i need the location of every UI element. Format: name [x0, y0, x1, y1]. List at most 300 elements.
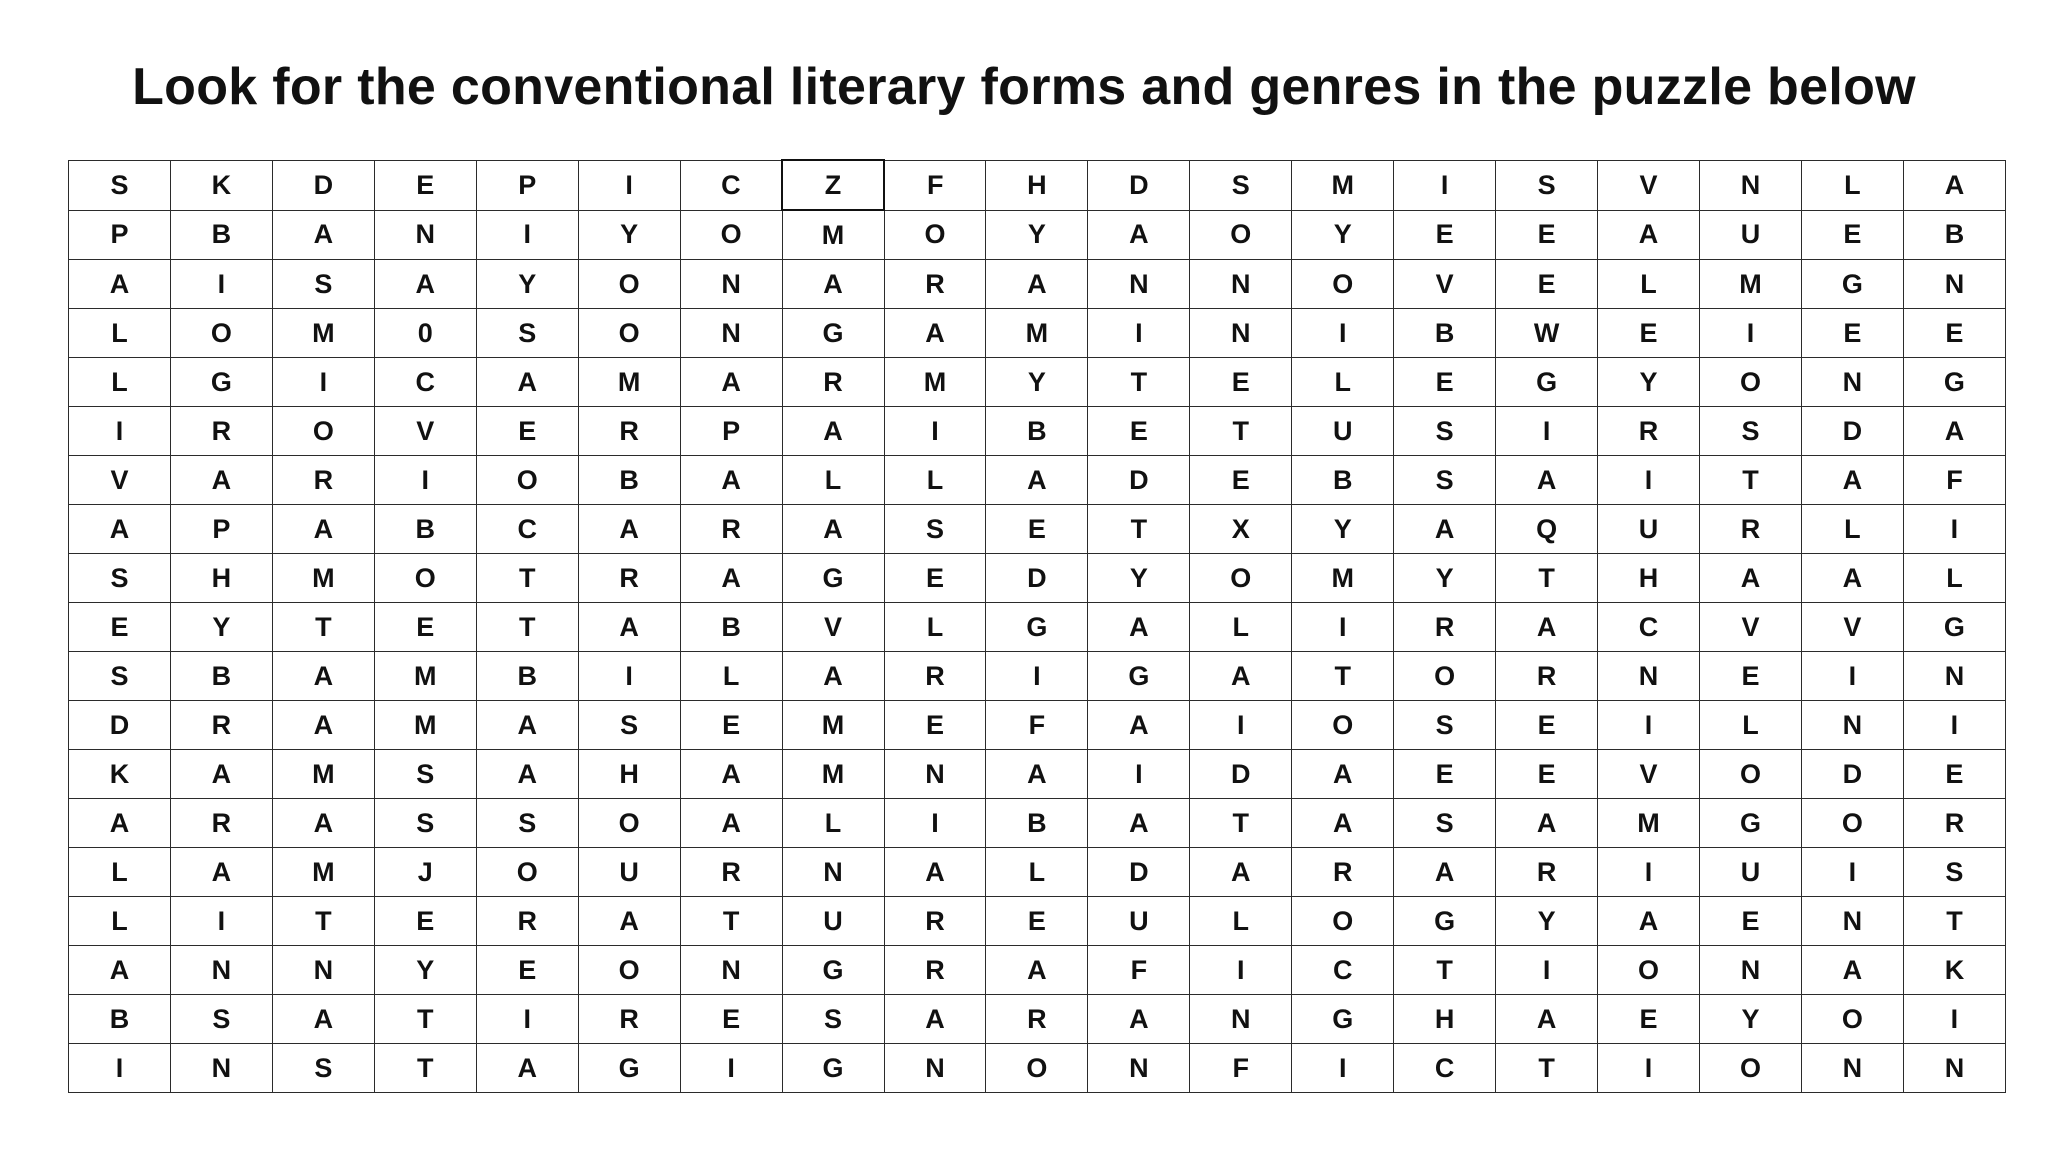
letter-cell[interactable]: L — [69, 897, 171, 946]
letter-cell[interactable]: U — [1088, 897, 1190, 946]
letter-cell[interactable]: T — [1700, 456, 1802, 505]
letter-cell[interactable]: S — [782, 995, 884, 1044]
letter-cell[interactable]: A — [1190, 848, 1292, 897]
letter-cell[interactable]: O — [578, 309, 680, 358]
letter-cell[interactable]: O — [578, 946, 680, 995]
letter-cell[interactable]: A — [170, 848, 272, 897]
letter-cell[interactable]: A — [374, 260, 476, 309]
letter-cell[interactable]: O — [476, 456, 578, 505]
letter-cell[interactable]: E — [476, 407, 578, 456]
letter-cell[interactable]: S — [69, 160, 171, 210]
letter-cell[interactable]: O — [1292, 260, 1394, 309]
letter-cell[interactable]: A — [1088, 701, 1190, 750]
letter-cell[interactable]: A — [986, 946, 1088, 995]
letter-cell[interactable]: I — [374, 456, 476, 505]
letter-cell[interactable]: A — [782, 652, 884, 701]
letter-cell[interactable]: Y — [1700, 995, 1802, 1044]
letter-cell[interactable]: A — [578, 505, 680, 554]
letter-cell[interactable]: I — [1598, 1044, 1700, 1093]
letter-cell[interactable]: E — [1801, 309, 1903, 358]
letter-cell[interactable]: A — [884, 995, 986, 1044]
letter-cell[interactable]: A — [1088, 995, 1190, 1044]
letter-cell[interactable]: E — [1394, 358, 1496, 407]
letter-cell[interactable]: I — [1394, 160, 1496, 210]
letter-cell[interactable]: O — [578, 799, 680, 848]
letter-cell[interactable]: I — [170, 260, 272, 309]
letter-cell[interactable]: I — [1598, 701, 1700, 750]
letter-cell[interactable]: B — [1394, 309, 1496, 358]
letter-cell[interactable]: 0 — [374, 309, 476, 358]
letter-cell[interactable]: K — [1903, 946, 2005, 995]
letter-cell[interactable]: A — [680, 750, 782, 799]
letter-cell[interactable]: S — [476, 309, 578, 358]
letter-cell[interactable]: O — [476, 848, 578, 897]
letter-cell[interactable]: O — [1700, 1044, 1802, 1093]
letter-cell[interactable]: A — [782, 505, 884, 554]
letter-cell[interactable]: O — [1598, 946, 1700, 995]
letter-cell[interactable]: A — [1496, 995, 1598, 1044]
letter-cell[interactable]: R — [1292, 848, 1394, 897]
letter-cell[interactable]: R — [782, 358, 884, 407]
letter-cell[interactable]: S — [1394, 799, 1496, 848]
letter-cell[interactable]: R — [170, 799, 272, 848]
letter-cell[interactable]: O — [1801, 995, 1903, 1044]
letter-cell[interactable]: Y — [374, 946, 476, 995]
letter-cell[interactable]: U — [782, 897, 884, 946]
letter-cell[interactable]: D — [69, 701, 171, 750]
letter-cell[interactable]: M — [1292, 160, 1394, 210]
letter-cell[interactable]: A — [1394, 505, 1496, 554]
letter-cell[interactable]: E — [1394, 210, 1496, 260]
letter-cell[interactable]: T — [1496, 554, 1598, 603]
letter-cell[interactable]: A — [680, 358, 782, 407]
letter-cell[interactable]: A — [69, 946, 171, 995]
letter-cell[interactable]: E — [680, 701, 782, 750]
letter-cell[interactable]: A — [1088, 799, 1190, 848]
letter-cell[interactable]: S — [1903, 848, 2005, 897]
letter-cell[interactable]: M — [272, 309, 374, 358]
letter-cell[interactable]: L — [69, 848, 171, 897]
letter-cell[interactable]: E — [680, 995, 782, 1044]
letter-cell[interactable]: E — [476, 946, 578, 995]
letter-cell[interactable]: S — [272, 260, 374, 309]
letter-cell[interactable]: C — [374, 358, 476, 407]
letter-cell[interactable]: E — [884, 701, 986, 750]
letter-cell[interactable]: G — [782, 554, 884, 603]
letter-cell[interactable]: R — [272, 456, 374, 505]
letter-cell[interactable]: O — [884, 210, 986, 260]
letter-cell[interactable]: E — [1496, 701, 1598, 750]
letter-cell[interactable]: A — [986, 750, 1088, 799]
letter-cell[interactable]: O — [1801, 799, 1903, 848]
letter-cell[interactable]: T — [1903, 897, 2005, 946]
letter-cell[interactable]: L — [1801, 505, 1903, 554]
letter-cell[interactable]: L — [1903, 554, 2005, 603]
letter-cell[interactable]: S — [69, 652, 171, 701]
letter-cell[interactable]: R — [884, 897, 986, 946]
letter-cell[interactable]: O — [1292, 897, 1394, 946]
letter-cell[interactable]: E — [1088, 407, 1190, 456]
letter-cell[interactable]: H — [578, 750, 680, 799]
letter-cell[interactable]: G — [782, 946, 884, 995]
letter-cell[interactable]: V — [1700, 603, 1802, 652]
letter-cell[interactable]: D — [1088, 160, 1190, 210]
letter-cell[interactable]: O — [1700, 750, 1802, 799]
letter-cell[interactable]: R — [1903, 799, 2005, 848]
letter-cell[interactable]: L — [986, 848, 1088, 897]
letter-cell[interactable]: O — [680, 210, 782, 260]
letter-cell[interactable]: B — [1292, 456, 1394, 505]
letter-cell[interactable]: R — [1598, 407, 1700, 456]
letter-cell[interactable]: E — [1496, 260, 1598, 309]
letter-cell[interactable]: I — [1700, 309, 1802, 358]
letter-cell[interactable]: T — [680, 897, 782, 946]
letter-cell[interactable]: I — [1292, 603, 1394, 652]
letter-cell[interactable]: A — [1903, 160, 2005, 210]
letter-cell[interactable]: F — [884, 160, 986, 210]
letter-cell[interactable]: I — [1903, 701, 2005, 750]
letter-cell[interactable]: A — [476, 750, 578, 799]
letter-cell[interactable]: R — [170, 701, 272, 750]
letter-cell[interactable]: M — [272, 848, 374, 897]
letter-cell[interactable]: M — [782, 701, 884, 750]
letter-cell[interactable]: N — [884, 750, 986, 799]
letter-cell[interactable]: N — [170, 1044, 272, 1093]
letter-cell[interactable]: G — [1801, 260, 1903, 309]
letter-cell[interactable]: G — [1292, 995, 1394, 1044]
letter-cell[interactable]: Y — [1598, 358, 1700, 407]
letter-cell[interactable]: A — [884, 309, 986, 358]
letter-cell[interactable]: G — [1903, 603, 2005, 652]
letter-cell[interactable]: C — [1394, 1044, 1496, 1093]
letter-cell[interactable]: A — [782, 260, 884, 309]
letter-cell[interactable]: N — [1801, 358, 1903, 407]
letter-cell[interactable]: I — [69, 1044, 171, 1093]
letter-cell[interactable]: N — [272, 946, 374, 995]
letter-cell[interactable]: L — [1598, 260, 1700, 309]
letter-cell[interactable]: N — [1190, 260, 1292, 309]
letter-cell[interactable]: R — [1496, 652, 1598, 701]
letter-cell[interactable]: D — [1801, 750, 1903, 799]
letter-cell[interactable]: I — [1598, 456, 1700, 505]
letter-cell[interactable]: K — [69, 750, 171, 799]
letter-cell[interactable]: A — [680, 456, 782, 505]
letter-cell[interactable]: G — [782, 1044, 884, 1093]
letter-cell[interactable]: F — [986, 701, 1088, 750]
letter-cell[interactable]: N — [1903, 1044, 2005, 1093]
letter-cell[interactable]: M — [272, 554, 374, 603]
letter-cell[interactable]: A — [476, 358, 578, 407]
letter-cell[interactable]: R — [986, 995, 1088, 1044]
letter-cell[interactable]: C — [1598, 603, 1700, 652]
letter-cell[interactable]: R — [170, 407, 272, 456]
letter-cell[interactable]: S — [69, 554, 171, 603]
letter-cell[interactable]: B — [986, 407, 1088, 456]
letter-cell[interactable]: O — [1700, 358, 1802, 407]
letter-cell[interactable]: A — [782, 407, 884, 456]
letter-cell[interactable]: M — [578, 358, 680, 407]
letter-cell[interactable]: N — [884, 1044, 986, 1093]
letter-cell[interactable]: R — [884, 652, 986, 701]
letter-cell[interactable]: T — [1190, 799, 1292, 848]
letter-cell[interactable]: A — [1088, 603, 1190, 652]
letter-cell[interactable]: R — [578, 554, 680, 603]
letter-cell[interactable]: A — [884, 848, 986, 897]
letter-cell[interactable]: J — [374, 848, 476, 897]
letter-cell[interactable]: B — [170, 652, 272, 701]
letter-cell[interactable]: T — [272, 897, 374, 946]
letter-cell[interactable]: T — [476, 554, 578, 603]
letter-cell[interactable]: A — [1496, 603, 1598, 652]
letter-cell[interactable]: I — [884, 407, 986, 456]
letter-cell[interactable]: L — [782, 456, 884, 505]
letter-cell[interactable]: I — [1190, 701, 1292, 750]
letter-cell[interactable]: H — [170, 554, 272, 603]
letter-cell[interactable]: R — [578, 995, 680, 1044]
letter-cell[interactable]: D — [1190, 750, 1292, 799]
letter-cell[interactable]: N — [1700, 160, 1802, 210]
letter-cell[interactable]: L — [1190, 897, 1292, 946]
letter-cell[interactable]: G — [1700, 799, 1802, 848]
letter-cell[interactable]: B — [476, 652, 578, 701]
letter-cell[interactable]: M — [374, 652, 476, 701]
letter-cell[interactable]: B — [170, 210, 272, 260]
letter-cell[interactable]: E — [374, 160, 476, 210]
letter-cell[interactable]: N — [680, 309, 782, 358]
letter-cell[interactable]: I — [1903, 505, 2005, 554]
letter-cell[interactable]: S — [1394, 456, 1496, 505]
letter-cell[interactable]: L — [884, 603, 986, 652]
letter-cell[interactable]: I — [1903, 995, 2005, 1044]
letter-cell[interactable]: I — [1598, 848, 1700, 897]
letter-cell[interactable]: S — [374, 799, 476, 848]
letter-cell[interactable]: E — [1190, 358, 1292, 407]
letter-cell[interactable]: B — [1903, 210, 2005, 260]
letter-cell[interactable]: V — [374, 407, 476, 456]
letter-cell[interactable]: I — [1088, 309, 1190, 358]
letter-cell[interactable]: C — [1292, 946, 1394, 995]
letter-cell[interactable]: O — [1292, 701, 1394, 750]
letter-cell[interactable]: P — [69, 210, 171, 260]
letter-cell[interactable]: K — [170, 160, 272, 210]
letter-cell[interactable]: B — [69, 995, 171, 1044]
letter-cell[interactable]: A — [69, 799, 171, 848]
letter-cell[interactable]: U — [578, 848, 680, 897]
letter-cell[interactable]: A — [1292, 750, 1394, 799]
letter-cell[interactable]: Y — [1394, 554, 1496, 603]
letter-cell[interactable]: A — [986, 260, 1088, 309]
letter-cell[interactable]: A — [578, 897, 680, 946]
letter-cell[interactable]: A — [170, 750, 272, 799]
letter-cell[interactable]: D — [272, 160, 374, 210]
letter-cell[interactable]: L — [1700, 701, 1802, 750]
letter-cell[interactable]: F — [1190, 1044, 1292, 1093]
letter-cell[interactable]: I — [1496, 407, 1598, 456]
letter-cell[interactable]: B — [986, 799, 1088, 848]
letter-cell[interactable]: S — [578, 701, 680, 750]
letter-cell[interactable]: I — [1801, 652, 1903, 701]
letter-cell[interactable]: A — [1801, 456, 1903, 505]
letter-cell[interactable]: M — [1292, 554, 1394, 603]
letter-cell[interactable]: A — [69, 260, 171, 309]
letter-cell[interactable]: Y — [476, 260, 578, 309]
letter-cell[interactable]: N — [1088, 1044, 1190, 1093]
letter-cell[interactable]: A — [272, 995, 374, 1044]
letter-cell[interactable]: N — [1801, 701, 1903, 750]
letter-cell[interactable]: V — [1394, 260, 1496, 309]
letter-cell[interactable]: X — [1190, 505, 1292, 554]
letter-cell[interactable]: W — [1496, 309, 1598, 358]
letter-cell[interactable]: B — [680, 603, 782, 652]
letter-cell[interactable]: P — [680, 407, 782, 456]
letter-cell[interactable]: M — [374, 701, 476, 750]
letter-cell[interactable]: E — [884, 554, 986, 603]
letter-cell[interactable]: I — [578, 652, 680, 701]
letter-cell[interactable]: E — [1801, 210, 1903, 260]
letter-cell[interactable]: O — [170, 309, 272, 358]
letter-cell[interactable]: R — [476, 897, 578, 946]
letter-cell[interactable]: S — [1394, 407, 1496, 456]
letter-cell[interactable]: C — [680, 160, 782, 210]
letter-cell[interactable]: A — [272, 701, 374, 750]
letter-cell[interactable]: R — [680, 505, 782, 554]
letter-cell[interactable]: I — [69, 407, 171, 456]
letter-cell[interactable]: T — [374, 1044, 476, 1093]
letter-cell[interactable]: E — [374, 603, 476, 652]
letter-cell[interactable]: A — [1292, 799, 1394, 848]
letter-cell[interactable]: M — [782, 750, 884, 799]
letter-cell[interactable]: O — [986, 1044, 1088, 1093]
letter-cell[interactable]: T — [1394, 946, 1496, 995]
letter-cell[interactable]: T — [374, 995, 476, 1044]
letter-cell[interactable]: M — [782, 210, 884, 260]
letter-cell[interactable]: A — [1088, 210, 1190, 260]
letter-cell[interactable]: E — [1700, 652, 1802, 701]
letter-cell[interactable]: L — [1292, 358, 1394, 407]
letter-cell[interactable]: A — [1801, 554, 1903, 603]
letter-cell[interactable]: T — [272, 603, 374, 652]
letter-cell[interactable]: A — [986, 456, 1088, 505]
letter-cell[interactable]: N — [1903, 260, 2005, 309]
letter-cell[interactable]: G — [1903, 358, 2005, 407]
letter-cell[interactable]: A — [272, 652, 374, 701]
letter-cell[interactable]: Y — [986, 358, 1088, 407]
letter-cell[interactable]: N — [782, 848, 884, 897]
letter-cell[interactable]: Q — [1496, 505, 1598, 554]
letter-cell[interactable]: D — [986, 554, 1088, 603]
letter-cell[interactable]: T — [476, 603, 578, 652]
letter-cell[interactable]: N — [170, 946, 272, 995]
letter-cell[interactable]: S — [1394, 701, 1496, 750]
letter-cell[interactable]: N — [1598, 652, 1700, 701]
letter-cell[interactable]: U — [1598, 505, 1700, 554]
letter-cell[interactable]: M — [1700, 260, 1802, 309]
letter-cell[interactable]: I — [272, 358, 374, 407]
letter-cell[interactable]: O — [1190, 554, 1292, 603]
letter-cell[interactable]: N — [1190, 309, 1292, 358]
letter-cell[interactable]: H — [986, 160, 1088, 210]
letter-cell[interactable]: E — [1496, 750, 1598, 799]
letter-cell[interactable]: L — [69, 358, 171, 407]
letter-cell[interactable]: Z — [782, 160, 884, 210]
letter-cell[interactable]: S — [170, 995, 272, 1044]
letter-cell[interactable]: A — [1903, 407, 2005, 456]
letter-cell[interactable]: S — [1496, 160, 1598, 210]
letter-cell[interactable]: N — [680, 946, 782, 995]
letter-cell[interactable]: S — [374, 750, 476, 799]
letter-cell[interactable]: P — [476, 160, 578, 210]
letter-cell[interactable]: R — [1394, 603, 1496, 652]
letter-cell[interactable]: A — [272, 210, 374, 260]
letter-cell[interactable]: F — [1088, 946, 1190, 995]
letter-cell[interactable]: N — [1801, 1044, 1903, 1093]
letter-cell[interactable]: N — [1190, 995, 1292, 1044]
letter-cell[interactable]: N — [1801, 897, 1903, 946]
letter-cell[interactable]: C — [476, 505, 578, 554]
letter-cell[interactable]: A — [1190, 652, 1292, 701]
letter-cell[interactable]: G — [1088, 652, 1190, 701]
letter-cell[interactable]: Y — [1088, 554, 1190, 603]
letter-cell[interactable]: L — [69, 309, 171, 358]
letter-cell[interactable]: B — [374, 505, 476, 554]
letter-cell[interactable]: E — [374, 897, 476, 946]
letter-cell[interactable]: T — [1190, 407, 1292, 456]
letter-cell[interactable]: Y — [986, 210, 1088, 260]
letter-cell[interactable]: S — [272, 1044, 374, 1093]
letter-cell[interactable]: O — [578, 260, 680, 309]
letter-cell[interactable]: E — [1700, 897, 1802, 946]
letter-cell[interactable]: I — [1190, 946, 1292, 995]
letter-cell[interactable]: G — [782, 309, 884, 358]
letter-cell[interactable]: R — [1496, 848, 1598, 897]
letter-cell[interactable]: N — [374, 210, 476, 260]
letter-cell[interactable]: V — [1801, 603, 1903, 652]
letter-cell[interactable]: E — [1496, 210, 1598, 260]
letter-cell[interactable]: M — [986, 309, 1088, 358]
letter-cell[interactable]: A — [1496, 456, 1598, 505]
letter-cell[interactable]: Y — [170, 603, 272, 652]
letter-cell[interactable]: L — [782, 799, 884, 848]
letter-cell[interactable]: Y — [1496, 897, 1598, 946]
letter-cell[interactable]: A — [1598, 897, 1700, 946]
letter-cell[interactable]: I — [476, 995, 578, 1044]
letter-cell[interactable]: A — [1394, 848, 1496, 897]
letter-cell[interactable]: E — [986, 505, 1088, 554]
letter-cell[interactable]: I — [578, 160, 680, 210]
letter-cell[interactable]: I — [1496, 946, 1598, 995]
letter-cell[interactable]: F — [1903, 456, 2005, 505]
letter-cell[interactable]: E — [1903, 750, 2005, 799]
letter-cell[interactable]: N — [1903, 652, 2005, 701]
letter-cell[interactable]: V — [1598, 750, 1700, 799]
letter-cell[interactable]: S — [476, 799, 578, 848]
letter-cell[interactable]: I — [476, 210, 578, 260]
letter-cell[interactable]: R — [884, 260, 986, 309]
letter-cell[interactable]: G — [578, 1044, 680, 1093]
letter-cell[interactable]: E — [986, 897, 1088, 946]
letter-cell[interactable]: Y — [578, 210, 680, 260]
letter-cell[interactable]: A — [1700, 554, 1802, 603]
letter-cell[interactable]: I — [884, 799, 986, 848]
letter-cell[interactable]: A — [476, 1044, 578, 1093]
letter-cell[interactable]: S — [1700, 407, 1802, 456]
letter-cell[interactable]: A — [272, 505, 374, 554]
letter-cell[interactable]: O — [374, 554, 476, 603]
letter-cell[interactable]: I — [986, 652, 1088, 701]
letter-cell[interactable]: A — [1598, 210, 1700, 260]
letter-cell[interactable]: I — [170, 897, 272, 946]
letter-cell[interactable]: O — [272, 407, 374, 456]
